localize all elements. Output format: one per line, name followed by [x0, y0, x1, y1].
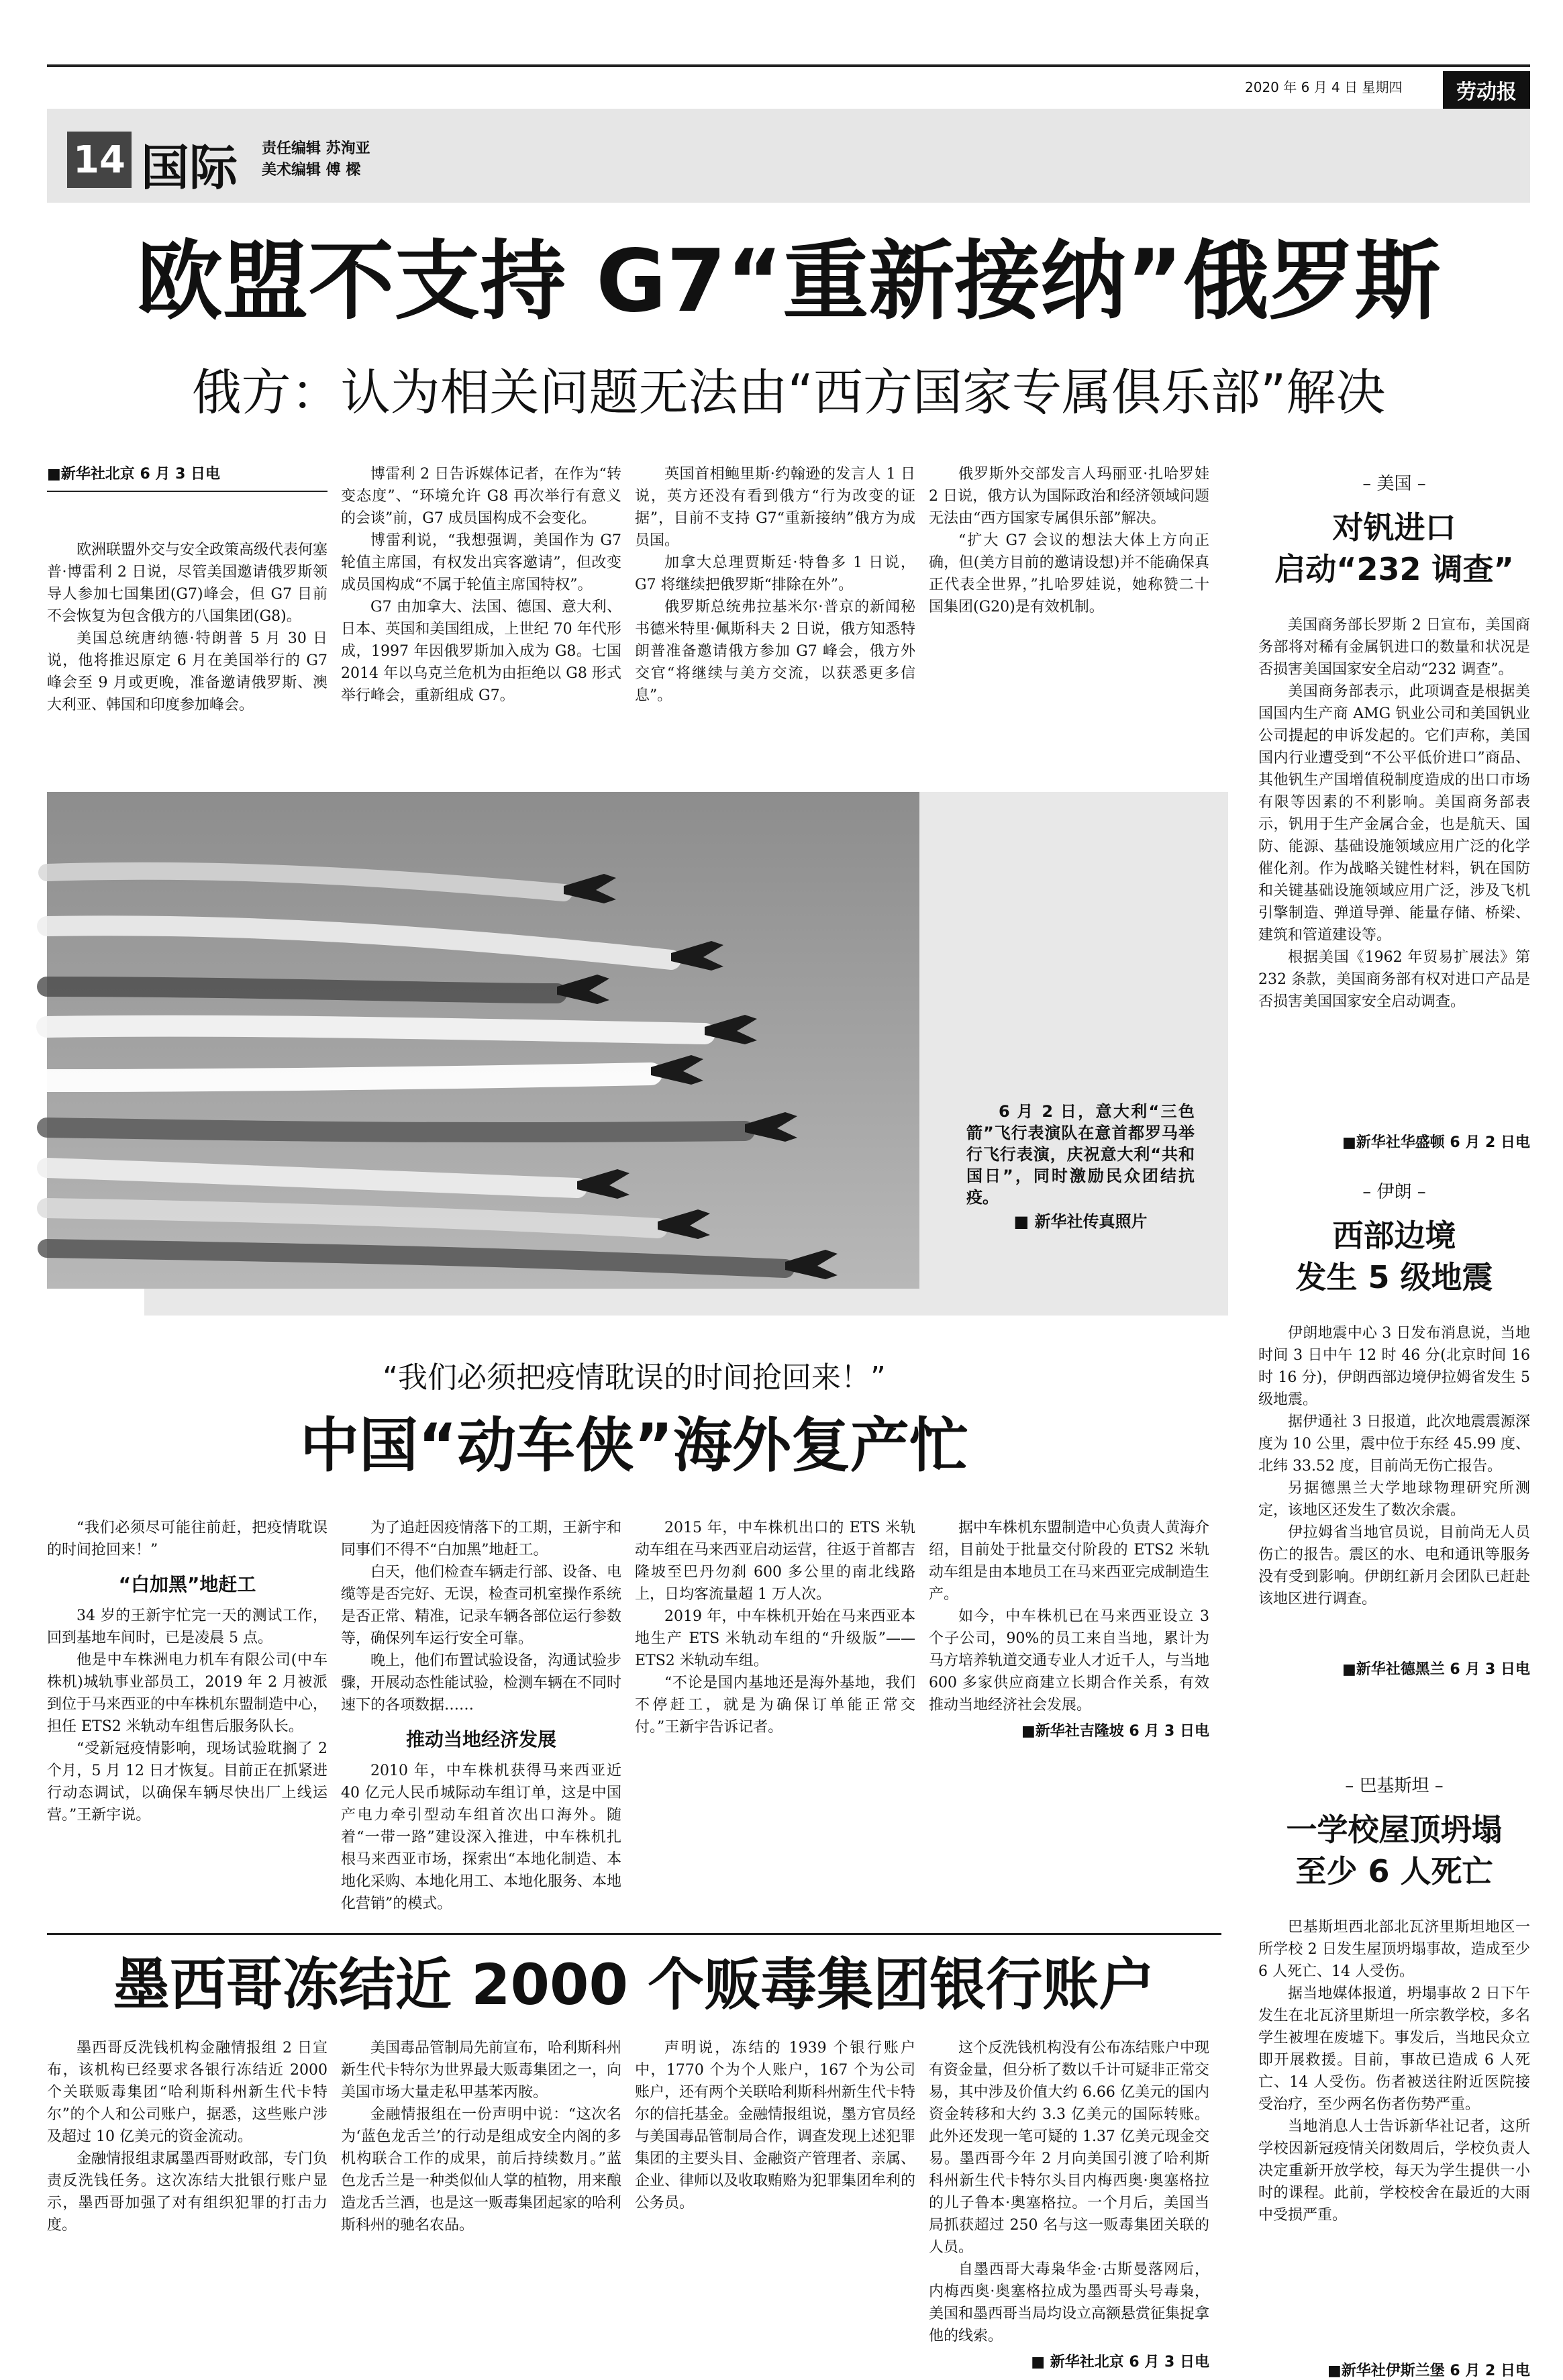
mexico-paragraph: 声明说，冻结的 1939 个银行账户中，1770 个为个人账户，167 个为公司账户，还有两个关联哈利斯科州新生代卡特尔的信托基金。金融情报组说，墨方官员经与美国毒品管制局合作，调查发现上述犯罪集团的主要头目、金融资产管理者、亲属、企业、律师以及收取贿赂为犯罪集团牟利的公务员。 [635, 2040, 916, 2212]
section-divider [47, 1933, 1221, 1935]
china-col-4 [929, 1517, 1209, 1920]
lead-paragraph: 博雷利 2 日告诉媒体记者，在作为“转变态度”、“环境允许 G8 再次举行有意义的会谈”前，G7 成员国构成不会变化。 [341, 466, 621, 527]
lead-paragraph: 俄罗斯外交部发言人玛丽亚·扎哈罗娃 2 日说，俄方认为国际政治和经济领域问题无法由“西方国家专属俱乐部”解决。 [929, 466, 1209, 527]
mexico-headline: 墨西哥冻结近 2000 个贩毒集团银行账户 [113, 1952, 1156, 2018]
china-paragraph: 2010 年，中车株机获得马来西亚近 40 亿元人民币城际动车组订单，这是中国产电力牵引型动车组首次出口海外。随着“一带一路”建设深入推进，中车株机扎根马来西亚市场，探索出“本地化制造、本地化采购、本地化用工、本地化服务、本地化营销”的模式。 [341, 1763, 622, 1912]
formation-jets-image [47, 792, 919, 1289]
paper-name: 劳动报 [1456, 81, 1517, 104]
sidebar-pakistan [1258, 1772, 1530, 2380]
editor-line: 责任编辑 苏洵亚 [262, 140, 370, 157]
sidebar-paragraph: 伊拉姆省当地官员说，目前尚无人员伤亡的报告。震区的水、电和通讯等服务没有受到影响。伊朗红新月会团队已赶赴该地区进行调查。 [1258, 1524, 1530, 1607]
sidebar-paragraph: 另据德黑兰大学地球物理研究所测定，该地区还发生了数次余震。 [1258, 1480, 1530, 1519]
sidebar-source: ■新华社伊斯兰堡 6 月 2 日电 [1327, 2363, 1530, 2379]
mexico-paragraph: 这个反洗钱机构没有公布冻结账户中现有资金量，但分析了数以千计可疑非正常交易，其中涉及价值大约 6.66 亿美元的国内资金转移和大约 3.3 亿美元的国际转账。此外还发现一笔可疑的 1.37 亿美元现金交易。墨西哥今年 2 月向美国引渡了哈利斯科州新生代卡特尔头目内梅西奥·奥塞格拉的儿子鲁本·奥塞格拉。一个月后，美国当局抓获超过 250 名与这一贩毒集团关联的人员。 [929, 2040, 1210, 2256]
sidebar-source: ■新华社德黑兰 6 月 3 日电 [1342, 1661, 1530, 1678]
page-number-box [67, 132, 132, 188]
china-paragraph: “受新冠疫情影响，现场试验耽搁了 2 个月，5 月 12 日才恢复。目前正在抓紧进行动态调试，以确保车辆尽快出厂上线运营。”王新宇说。 [47, 1740, 327, 1824]
sidebar-usa [1258, 470, 1530, 1152]
sidebar-title: 一学校屋顶坍塌 [1286, 1812, 1503, 1848]
lead-col-1 [47, 463, 327, 779]
section-name: 国际 [141, 139, 238, 196]
lead-paragraph: 欧洲联盟外交与安全政策高级代表何塞普·博雷利 2 日说，尽管美国邀请俄罗斯领导人参加七国集团(G7)峰会，但 G7 目前不会恢复为包含俄方的八国集团(G8)。 [47, 542, 328, 625]
photo-caption [966, 1101, 1195, 1232]
china-subhead-2: 推动当地经济发展 [405, 1728, 556, 1750]
china-paragraph: “不论是国内基地还是海外基地，我们不停赶工，就是为确保订单能正常交付。”王新宇告诉记者。 [635, 1675, 915, 1736]
mexico-col-1 [47, 2037, 327, 2332]
sidebar-paragraph: 伊朗地震中心 3 日发布消息说，当地时间 3 日中午 12 时 46 分(北京时间 16 时 16 分)，伊朗西部边境伊拉姆省发生 5 级地震。 [1258, 1325, 1530, 1408]
sidebar-source: ■新华社华盛顿 6 月 2 日电 [1342, 1134, 1530, 1151]
sidebar-paragraph: 据伊通社 3 日报道，此次地震震源深度为 10 公里，震中位于东经 45.99 度、北纬 33.52 度，目前尚无伤亡报告。 [1258, 1414, 1530, 1475]
china-paragraph: 如今，中车株机已在马来西亚设立 3 个子公司，90%的员工来自当地，累计为马方培养轨道交通专业人才近千人，与当地 600 多家供应商建立长期合作关系，有效推动当地经济社会发展。 [929, 1608, 1210, 1714]
lead-paragraph: 博雷利说，“我想强调，美国作为 G7 轮值主席国，有权发出宾客邀请”，但改变成员国构成“不属于轮值主席国特权”。 [341, 532, 621, 593]
china-col-3 [635, 1517, 915, 1920]
china-paragraph: 他是中车株洲电力机车有限公司(中车株机)城轨事业部员工，2019 年 2 月被派到位于马来西亚的中车株机东盟制造中心，担任 ETS2 米轨动车组售后服务队长。 [47, 1652, 328, 1735]
lead-dateline: ■新华社北京 6 月 3 日电 [47, 466, 221, 483]
lead-paragraph: 俄罗斯总统弗拉基米尔·普京的新闻秘书德米特里·佩斯科夫 2 日说，俄方知悉特朗普准备邀请俄方参加 G7 峰会，俄方外交官“将继续与美方交流，以获悉更多信息”。 [635, 599, 915, 704]
sidebar-paragraph: 根据美国《1962 年贸易扩展法》第 232 条款，美国商务部有权对进口产品是否损害美国国家安全启动调查。 [1258, 949, 1530, 1010]
china-paragraph: 为了追赶因疫情落下的工期，王新宇和同事们不得不“白加黑”地赶工。 [341, 1520, 622, 1558]
lead-paragraph: G7 由加拿大、法国、德国、意大利、日本、英国和美国组成，上世纪 70 年代形成，1997 年因俄罗斯加入成为 G8。七国 2014 年以乌克兰危机为由拒绝以 G8 形式举行峰会，重新组成 G7。 [341, 599, 621, 704]
china-paragraph: 34 岁的王新宇忙完一天的测试工作，回到基地车间时，已是凌晨 5 点。 [47, 1607, 327, 1646]
photo-caption-text: 6 月 2 日，意大利“三色箭”飞行表演队在意首都罗马举行飞行表演，庆祝意大利“共和国日”，同时激励民众团结抗疫。 [966, 1102, 1195, 1207]
mexico-col-3 [635, 2037, 915, 2332]
dateline-rule [47, 491, 327, 492]
sidebar-paragraph: 据当地媒体报道，坍塌事故 2 日下午发生在北瓦济里斯坦一所宗教学校，多名学生被埋在废墟下。事发后，当地民众立即开展救援。目前，事故已造成 6 人死亡、14 人受伤。伤者被送往附近医院接受治疗，至少两名伤者伤势严重。 [1258, 1985, 1530, 2113]
china-col-1 [47, 1517, 327, 1920]
sidebar-title: 至少 6 人死亡 [1295, 1853, 1493, 1889]
mexico-col-2 [341, 2037, 621, 2332]
sidebar-title: 发生 5 级地震 [1295, 1259, 1493, 1295]
art-editor-line: 美术编辑 傅 樑 [262, 162, 361, 179]
lead-col-3 [635, 463, 915, 779]
sidebar-paragraph: 当地消息人士告诉新华社记者，这所学校因新冠疫情关闭数周后，学校负责人决定重新开放学校，每天为学生提供一小时的课程。此前，学校校舍在最近的大雨中受损严重。 [1258, 2118, 1530, 2224]
lead-paragraph: 英国首相鲍里斯·约翰逊的发言人 1 日说，英方还没有看到俄方“行为改变的证据”，目前不支持 G7“重新接纳”俄方为成员国。 [635, 466, 915, 549]
mexico-paragraph: 金融情报组隶属墨西哥财政部，专门负责反洗钱任务。这次冻结大批银行账户显示，墨西哥加强了对有组织犯罪的打击力度。 [47, 2150, 328, 2234]
sidebar-paragraph: 美国商务部表示，此项调查是根据美国国内生产商 AMG 钒业公司和美国钒业公司提起的申诉发起的。它们声称，美国国内行业遭受到“不公平低价进口”商品、其他钒生产国增值税制度造成的出口市场有限等因素的不利影响。美国商务部表示，钒用于生产金属合金，也是航天、国防、能源、基础设施领域应用广泛的化学催化剂。作为战略关键性材料，钒在国防和关键基础设施领域应用广泛，涉及飞机引擎制造、弹道导弹、能量存储、桥梁、建筑和管道建设等。 [1258, 683, 1530, 944]
mexico-source: ■ 新华社北京 6 月 3 日电 [1031, 2354, 1209, 2371]
china-source: ■新华社吉隆坡 6 月 3 日电 [1021, 1723, 1209, 1740]
sidebar-paragraph: 美国商务部长罗斯 2 日宣布，美国商务部将对稀有金属钒进口的数量和状况是否损害美国国家安全启动“232 调查”。 [1258, 617, 1530, 678]
sidebar-body [1258, 614, 1530, 1131]
lead-paragraph: 加拿大总理贾斯廷·特鲁多 1 日说，G7 将继续把俄罗斯“排除在外”。 [635, 554, 915, 593]
photo-credit: ■ 新华社传真照片 [1013, 1212, 1148, 1231]
issue-date: 2020 年 6 月 4 日 星期四 [1245, 79, 1403, 95]
china-intro: “我们必须尽可能往前赶，把疫情耽误的时间抢回来！” [47, 1520, 327, 1558]
sidebar-iran [1258, 1178, 1530, 1679]
top-rule [47, 64, 1530, 67]
sidebar-tag: – 伊朗 – [1362, 1182, 1426, 1202]
lead-paragraph: 美国总统唐纳德·特朗普 5 月 30 日说，他将推迟原定 6 月在美国举行的 G7 峰会至 9 月或更晚，准备邀请俄罗斯、澳大利亚、韩国和印度参加峰会。 [47, 630, 327, 713]
china-paragraph: 白天，他们检查车辆走行部、设备、电缆等是否完好、无误，检查司机室操作系统是否正常、精准，记录车辆各部位运行参数等，确保列车运行安全可靠。 [341, 1564, 622, 1647]
china-paragraph: 晚上，他们布置试验设备，沟通试验步骤，开展动态性能试验，检测车辆在不同时速下的各项数据…… [341, 1652, 622, 1714]
china-paragraph: 2019 年，中车株机开始在马来西亚本地生产 ETS 米轨动车组的“升级版”——ETS2 米轨动车组。 [635, 1608, 915, 1669]
lead-headline: 欧盟不支持 G7“重新接纳”俄罗斯 [136, 232, 1441, 332]
sidebar-title: 启动“232 调查” [1274, 551, 1514, 587]
sidebar-body [1258, 1916, 1530, 2359]
sidebar-title: 对钒进口 [1332, 509, 1456, 546]
sidebar-paragraph: 巴基斯坦西北部北瓦济里斯坦地区一所学校 2 日发生屋顶坍塌事故，造成至少 6 人死亡、14 人受伤。 [1258, 1919, 1530, 1980]
airshow-photo [47, 792, 919, 1289]
china-subhead-1: “白加黑”地赶工 [118, 1573, 256, 1595]
paper-logo [1443, 71, 1530, 109]
china-paragraph: 据中车株机东盟制造中心负责人黄海介绍，目前处于批量交付阶段的 ETS2 米轨动车组是由本地员工在马来西亚完成制造生产。 [929, 1520, 1210, 1603]
sidebar-tag: – 巴基斯坦 – [1345, 1776, 1444, 1796]
mexico-paragraph: 美国毒品管制局先前宣布，哈利斯科州新生代卡特尔为世界最大贩毒集团之一，向美国市场大量走私甲基苯丙胺。 [341, 2040, 622, 2101]
sidebar-tag: – 美国 – [1362, 474, 1426, 494]
lead-col-2 [341, 463, 621, 779]
mexico-paragraph: 金融情报组在一份声明中说：“这次名为‘蓝色龙舌兰’的行动是组成安全内阁的多机构联合工作的成果，前后持续数月。”蓝色龙舌兰是一种类似仙人掌的植物，用来酿造龙舌兰酒，也是这一贩毒集团起家的哈利斯科州的驰名农品。 [341, 2106, 622, 2234]
china-col-2 [341, 1517, 621, 1920]
sidebar-body [1258, 1322, 1530, 1658]
china-paragraph: 2015 年，中车株机出口的 ETS 米轨动车组在马来西亚启动运营，往返于首都吉隆坡至巴丹勿刹 600 多公里的南北线路上，日均客流量超 1 万人次。 [635, 1520, 916, 1603]
mexico-paragraph: 墨西哥反洗钱机构金融情报组 2 日宣布，该机构已经要求各银行冻结近 2000 个关联贩毒集团“哈利斯科州新生代卡特尔”的个人和公司账户，据悉，这些账户涉及超过 10 亿美元的资金流动。 [47, 2040, 327, 2145]
lead-paragraph: “扩大 G7 会议的想法大体上方向正确，但(美方目前的邀请设想)并不能确保真正代表全世界，”扎哈罗娃说，她称赞二十国集团(G20)是有效机制。 [929, 532, 1209, 615]
mexico-paragraph: 自墨西哥大毒枭华金·古斯曼落网后，内梅西奥·奥塞格拉成为墨西哥头号毒枭，美国和墨西哥当局均设立高额悬赏征集捉拿他的线索。 [929, 2261, 1210, 2344]
china-headline: 中国“动车侠”海外复产忙 [300, 1411, 968, 1480]
china-kicker: “我们必须把疫情耽误的时间抢回来！” [383, 1360, 886, 1395]
lead-col-4 [929, 463, 1209, 779]
page-number: 14 [73, 138, 125, 182]
sidebar-title: 西部边境 [1332, 1218, 1456, 1254]
lead-subheadline: 俄方：认为相关问题无法由“西方国家专属俱乐部”解决 [191, 364, 1386, 422]
mexico-col-4 [929, 2037, 1210, 2371]
